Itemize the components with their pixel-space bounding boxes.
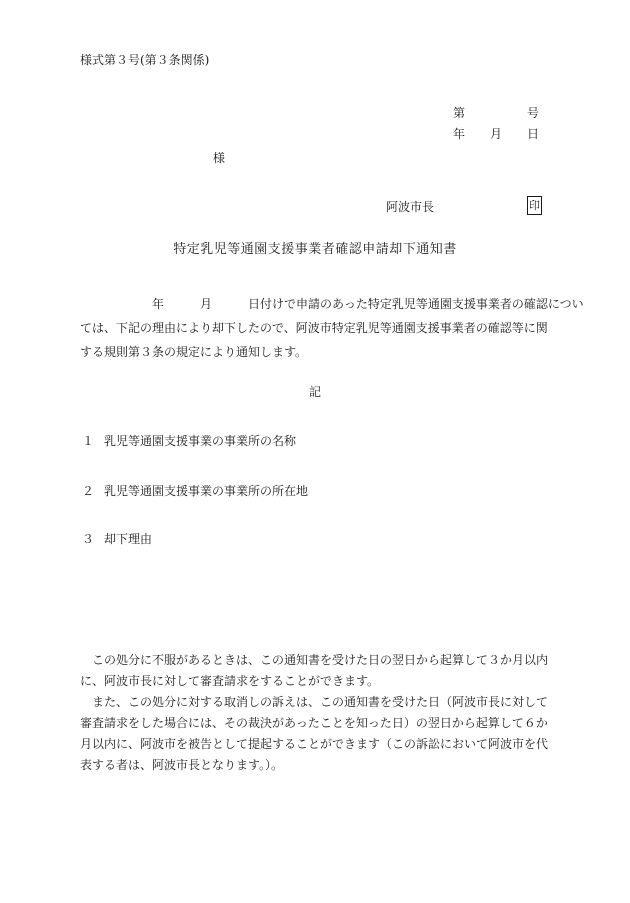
ki-heading: 記 <box>308 385 321 399</box>
form-number: 様式第３号(第３条関係) <box>80 53 210 67</box>
body-line: ては、下記の理由により却下したので、阿波市特定乳児等通園支援事業者の確認等に関 <box>80 321 548 335</box>
notice-line: 月以内に、阿波市を被告として提起することができます（この訴訟において阿波市を代 <box>80 737 549 751</box>
list-item <box>82 434 296 448</box>
date-month-label: 月 <box>490 127 503 141</box>
notice-line: 審査請求をした場合には、その裁決があったことを知った日）の翌日から起算して６か <box>80 716 548 730</box>
appeal-notice <box>80 650 555 776</box>
body-line: 年 月 日付けで申請のあった特定乳児等通園支援事業者の確認につい <box>80 297 584 311</box>
list-item <box>82 532 152 546</box>
item-label: 乳児等通園支援事業の事業所の名称 <box>104 434 297 448</box>
seal-mark: 印 <box>527 196 542 215</box>
list-item <box>82 484 308 498</box>
item-number: １ <box>82 434 95 448</box>
item-label: 却下理由 <box>104 532 153 546</box>
date-day-label: 日 <box>527 127 540 141</box>
document-title: 特定乳児等通園支援事業者確認申請却下通知書 <box>173 242 457 257</box>
notice-line: に、阿波市長に対して審査請求をすることができます。 <box>80 674 380 688</box>
notice-line: また、この処分に対する取消しの訴えは、この通知書を受けた日（阿波市長に対して <box>80 695 549 709</box>
issuer-name: 阿波市長 <box>386 200 435 214</box>
item-number: ３ <box>82 532 95 546</box>
body-paragraph <box>80 292 584 364</box>
notice-line: 表する者は、阿波市長となります。）。 <box>80 758 284 772</box>
document-number-suffix: 号 <box>527 106 540 120</box>
item-number: ２ <box>82 484 95 498</box>
notice-line: この処分に不服があるときは、この通知書を受けた日の翌日から起算して３か月以内 <box>80 653 549 667</box>
body-line: する規則第３条の規定により通知します。 <box>80 345 308 359</box>
item-label: 乳児等通園支援事業の事業所の所在地 <box>104 484 309 498</box>
recipient-honorific: 様 <box>213 151 226 165</box>
document-number-label: 第 <box>453 106 466 120</box>
date-year-label: 年 <box>453 127 466 141</box>
